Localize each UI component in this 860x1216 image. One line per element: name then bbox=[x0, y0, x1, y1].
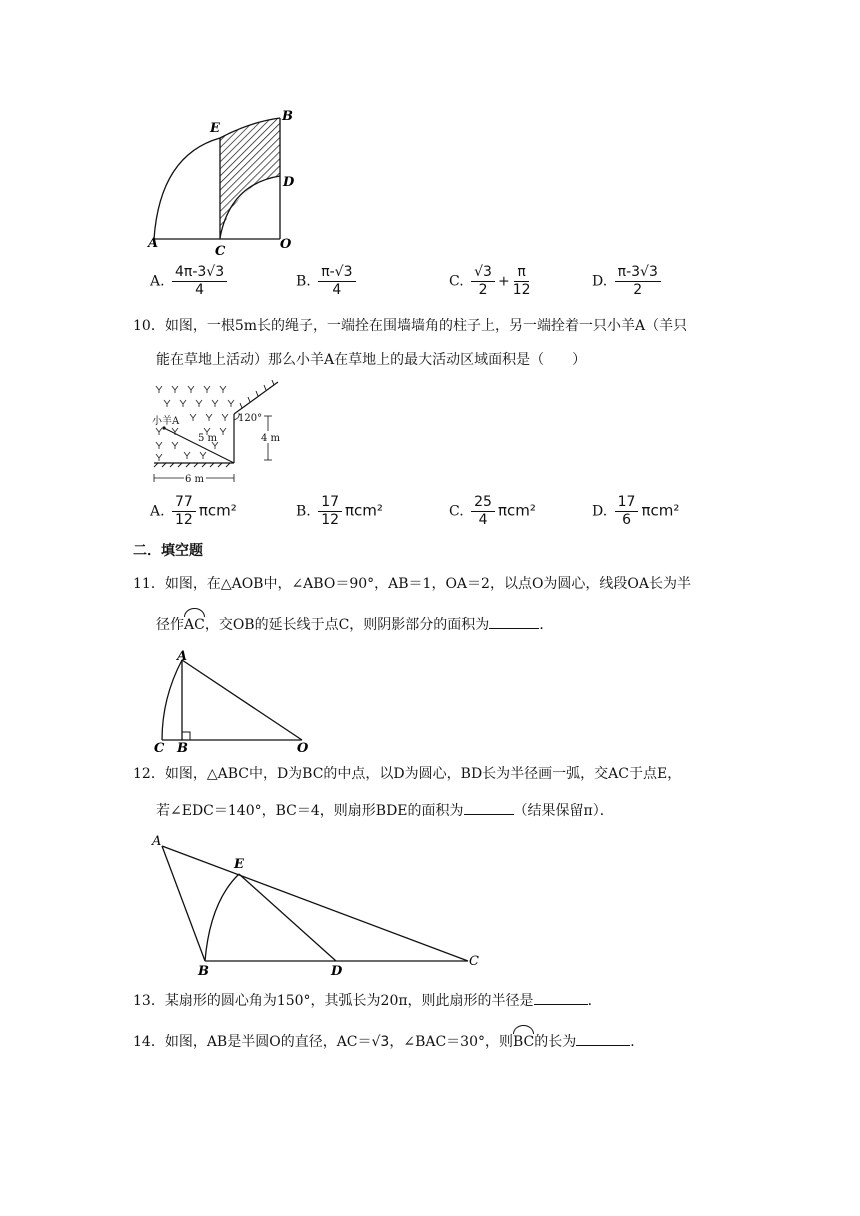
q10-label-sheep: 小羊A bbox=[152, 416, 180, 427]
q12-label-C: C bbox=[469, 954, 479, 969]
q10-option-a: A. $\frac{77}{12}$ πcm² bbox=[150, 494, 237, 528]
q14-arc-bc: BC bbox=[513, 1034, 535, 1050]
q11-label-A: A bbox=[177, 649, 188, 664]
q13-line: 13．某扇形的圆心角为150°，其弧长为20π，则此扇形的半径是 ． bbox=[133, 990, 602, 1011]
q14-answer-blank[interactable] bbox=[576, 1031, 630, 1046]
q11-arc bbox=[162, 660, 182, 740]
q9-label-E: E bbox=[210, 121, 220, 136]
q9-option-c: C. $\frac{√3}{2}$ + $\frac{\pi}{12}$ bbox=[449, 264, 531, 298]
q9-label-C: C bbox=[215, 244, 226, 259]
q12-line1: 12．如图，△ABC中，D为BC的中点，以D为圆心，BD长为半径画一弧，交AC于点E， bbox=[133, 766, 682, 782]
q14-sqrt3: √3 bbox=[371, 1034, 390, 1050]
q10-label-width: 6 m bbox=[185, 474, 205, 485]
q11-line1: 11．如图，在△AOB中，∠ABO＝90°，AB＝1，OA＝2，以点O为圆心，线段OA长为半 bbox=[133, 576, 692, 592]
q11-label-B: B bbox=[177, 741, 188, 756]
q10-line2: 能在草地上活动）那么小羊A在草地上的最大活动区域面积是（ ） bbox=[156, 352, 587, 368]
q12-label-E: E bbox=[234, 857, 244, 872]
q9-option-a: A. $\frac{4\pi-3√3}{4}$ bbox=[150, 264, 230, 299]
q9-option-d: D. $\frac{\pi-3√3}{2}$ bbox=[592, 264, 664, 299]
q11-line2: 径作AC，交OB的延长线于点C，则阴影部分的面积为 ． bbox=[156, 614, 553, 635]
q11-arc-ac: AC bbox=[184, 617, 205, 633]
q9-option-b: B. $\frac{\pi-√3}{4}$ bbox=[296, 264, 359, 299]
q11-answer-blank[interactable] bbox=[489, 614, 539, 629]
q11-label-O: O bbox=[297, 741, 309, 756]
q12-figure bbox=[148, 830, 498, 980]
q12-answer-blank[interactable] bbox=[464, 800, 514, 815]
q12-arc-be bbox=[205, 874, 239, 961]
q9-label-O: O bbox=[280, 237, 292, 252]
q10-option-d: D. $\frac{17}{6}$ πcm² bbox=[592, 494, 680, 528]
q9-figure bbox=[140, 100, 310, 260]
q12-label-B: B bbox=[198, 964, 209, 979]
q9-label-D: D bbox=[283, 175, 295, 190]
q11-figure bbox=[150, 648, 320, 758]
q9-shaded-region bbox=[220, 118, 280, 235]
q10-figure bbox=[150, 380, 290, 490]
q11-label-C: C bbox=[154, 741, 165, 756]
section-title-fill-blank: 二．填空题 bbox=[133, 543, 203, 559]
q14-line: 14．如图，AB是半圆O的直径，AC＝√3，∠BAC＝30°，则BC的长为 ． bbox=[133, 1031, 644, 1052]
q10-label-height: 4 m bbox=[261, 433, 281, 444]
q9-label-A: A bbox=[148, 236, 159, 251]
q9-label-B: B bbox=[282, 109, 293, 124]
q10-label-rope: 5 m bbox=[198, 433, 218, 444]
q10-line1: 10．如图，一根5m长的绳子，一端拴在围墙墙角的柱子上，另一端拴着一只小羊A（羊只 bbox=[133, 318, 688, 334]
q12-label-D: D bbox=[331, 964, 343, 979]
q10-option-c: C. $\frac{25}{4}$ πcm² bbox=[449, 494, 536, 528]
q12-label-A: A bbox=[152, 834, 162, 849]
q13-answer-blank[interactable] bbox=[534, 990, 588, 1005]
q10-label-angle: 120° bbox=[238, 413, 263, 424]
q10-option-b: B. $\frac{17}{12}$ πcm² bbox=[296, 494, 383, 528]
q12-line2: 若∠EDC＝140°，BC＝4，则扇形BDE的面积为 （结果保留π）． bbox=[156, 800, 614, 821]
